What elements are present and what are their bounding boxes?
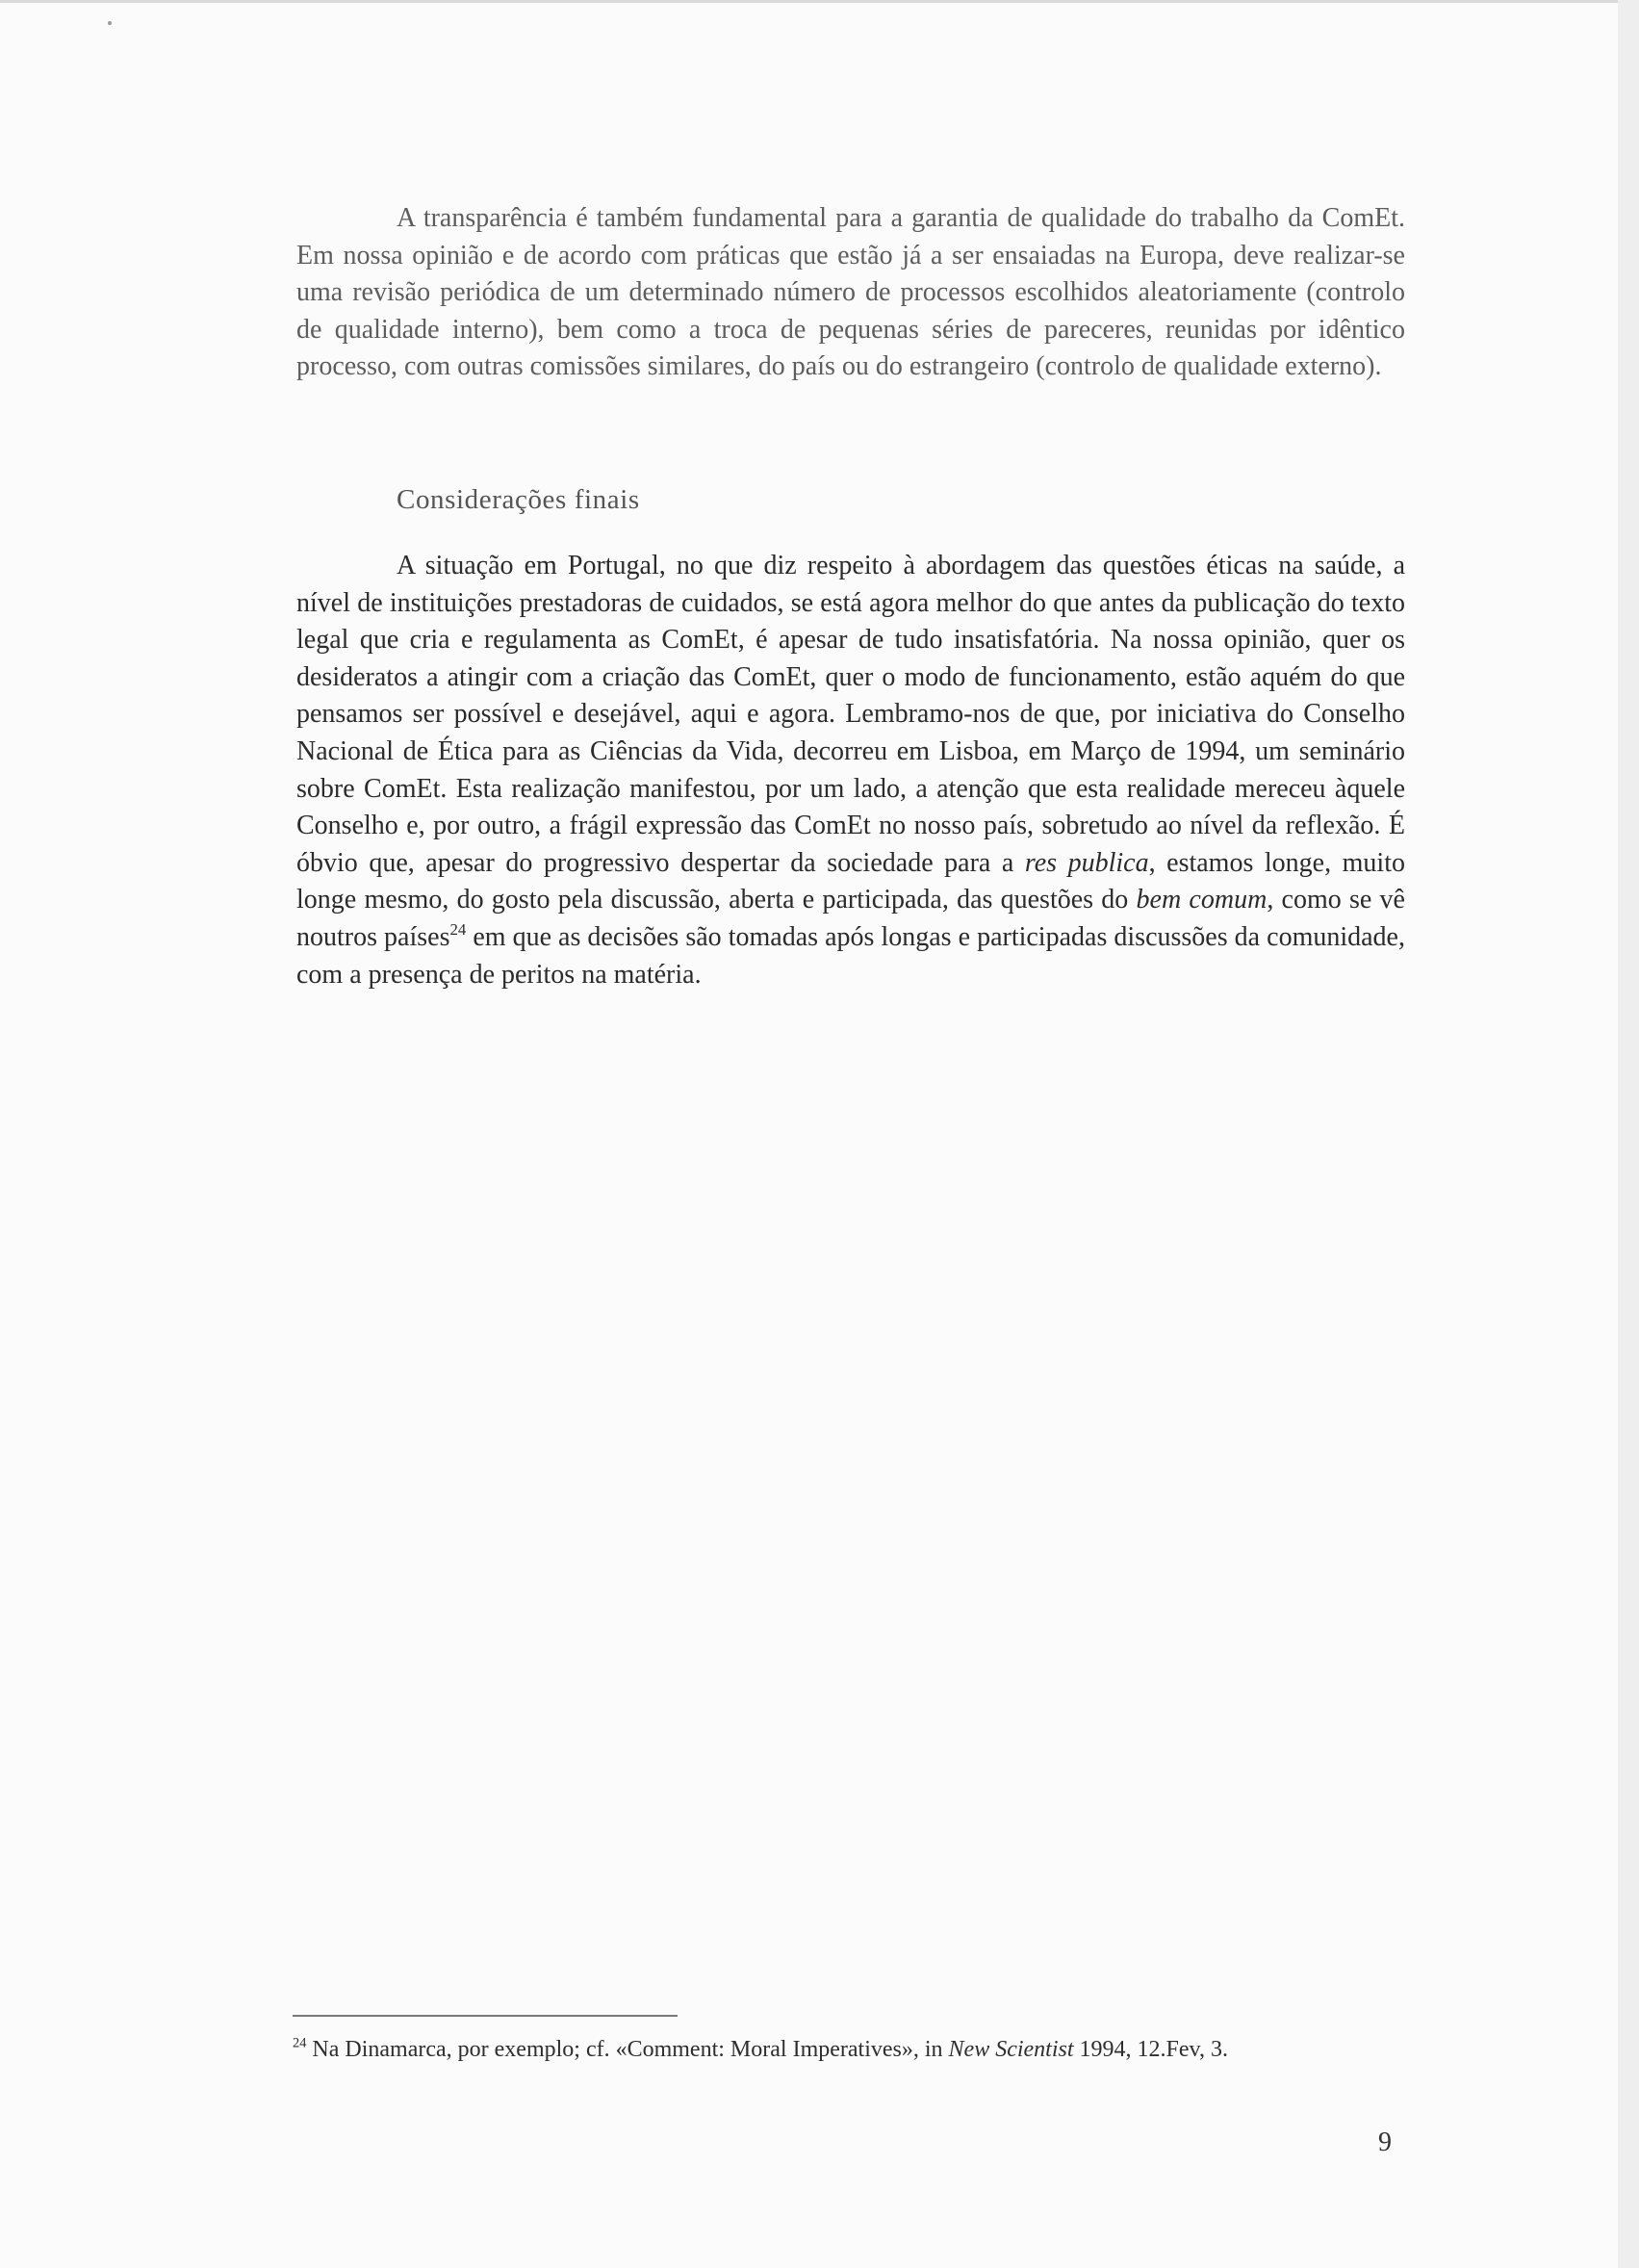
footnote-reference[interactable]: 24 xyxy=(449,920,467,939)
paragraph-transparency: A transparência é também fundamental para a garantia de qualidade do trabalho da ComEt. Em nossa opinião e de acordo com práticas que estão já a ser ensaiadas na Europa, deve realizar-se uma revisão periódica de um determinado número de processos escolhidos aleatoriamente (controlo de qualidade interno), bem como a troca de pequenas séries de pareceres, reunidas por idêntico processo, com outras comissões similares, do país ou do estrangeiro (controlo de qualidade externo). xyxy=(296,203,1405,382)
scan-speck xyxy=(108,21,112,25)
footnote xyxy=(293,2034,1409,2065)
italic-bem-comum: bem comum xyxy=(1136,885,1268,915)
paragraph-text-part-1: A situação em Portugal, no que diz respeito à abordagem das questões éticas na saúde, a nível de instituições prestadoras de cuidados, se está agora melhor do que antes da publicação do texto legal que cria e regulamenta as ComEt, é apesar de tudo insatisfatória. Na nossa opinião, quer os desideratos a atingir com a criação das ComEt, quer o modo de funcionamento, estão aquém do que pensamos ser possível e desejável, aqui e agora. Lembramo-nos de que, por iniciativa do Conselho Nacional de Ética para as Ciências da Vida, decorreu em Lisboa, em Março de 1994, um seminário sobre ComEt. Esta realização manifestou, por um lado, a atenção que esta realidade mereceu àquele Conselho e, por outro, a frágil expressão das ComEt no nosso país, sobretudo ao nível da reflexão. É óbvio que, apesar do progressivo despertar da sociedade para a xyxy=(296,550,1405,878)
paragraph-final-considerations xyxy=(296,548,1405,993)
document-body xyxy=(296,200,1405,993)
footnote-number: 24 xyxy=(293,2035,307,2051)
page-number: 9 xyxy=(1378,2127,1392,2157)
section-heading: Considerações finais xyxy=(397,483,640,515)
italic-res-publica: res publica xyxy=(1024,847,1149,878)
scan-top-edge xyxy=(0,0,1639,3)
footnote-text-before: Na Dinamarca, por exemplo; cf. «Comment: Moral Imperatives», in xyxy=(306,2037,949,2062)
footnote-journal-title: New Scientist xyxy=(948,2037,1074,2062)
footnote-text-after: 1994, 12.Fev, 3. xyxy=(1073,2037,1228,2062)
paragraph-text-part-3: , como se vê noutros países xyxy=(296,885,1405,952)
paragraph-text-part-2: , estamos longe, muito longe mesmo, do gosto pela discussão, aberta e participada, das questões do xyxy=(296,847,1405,915)
footnote-separator xyxy=(293,2015,678,2017)
scan-right-edge xyxy=(1618,0,1639,2268)
paragraph-text-part-4: em que as decisões são tomadas após longas e participadas discussões da comunidade, com a presença de peritos na matéria. xyxy=(296,921,1405,990)
